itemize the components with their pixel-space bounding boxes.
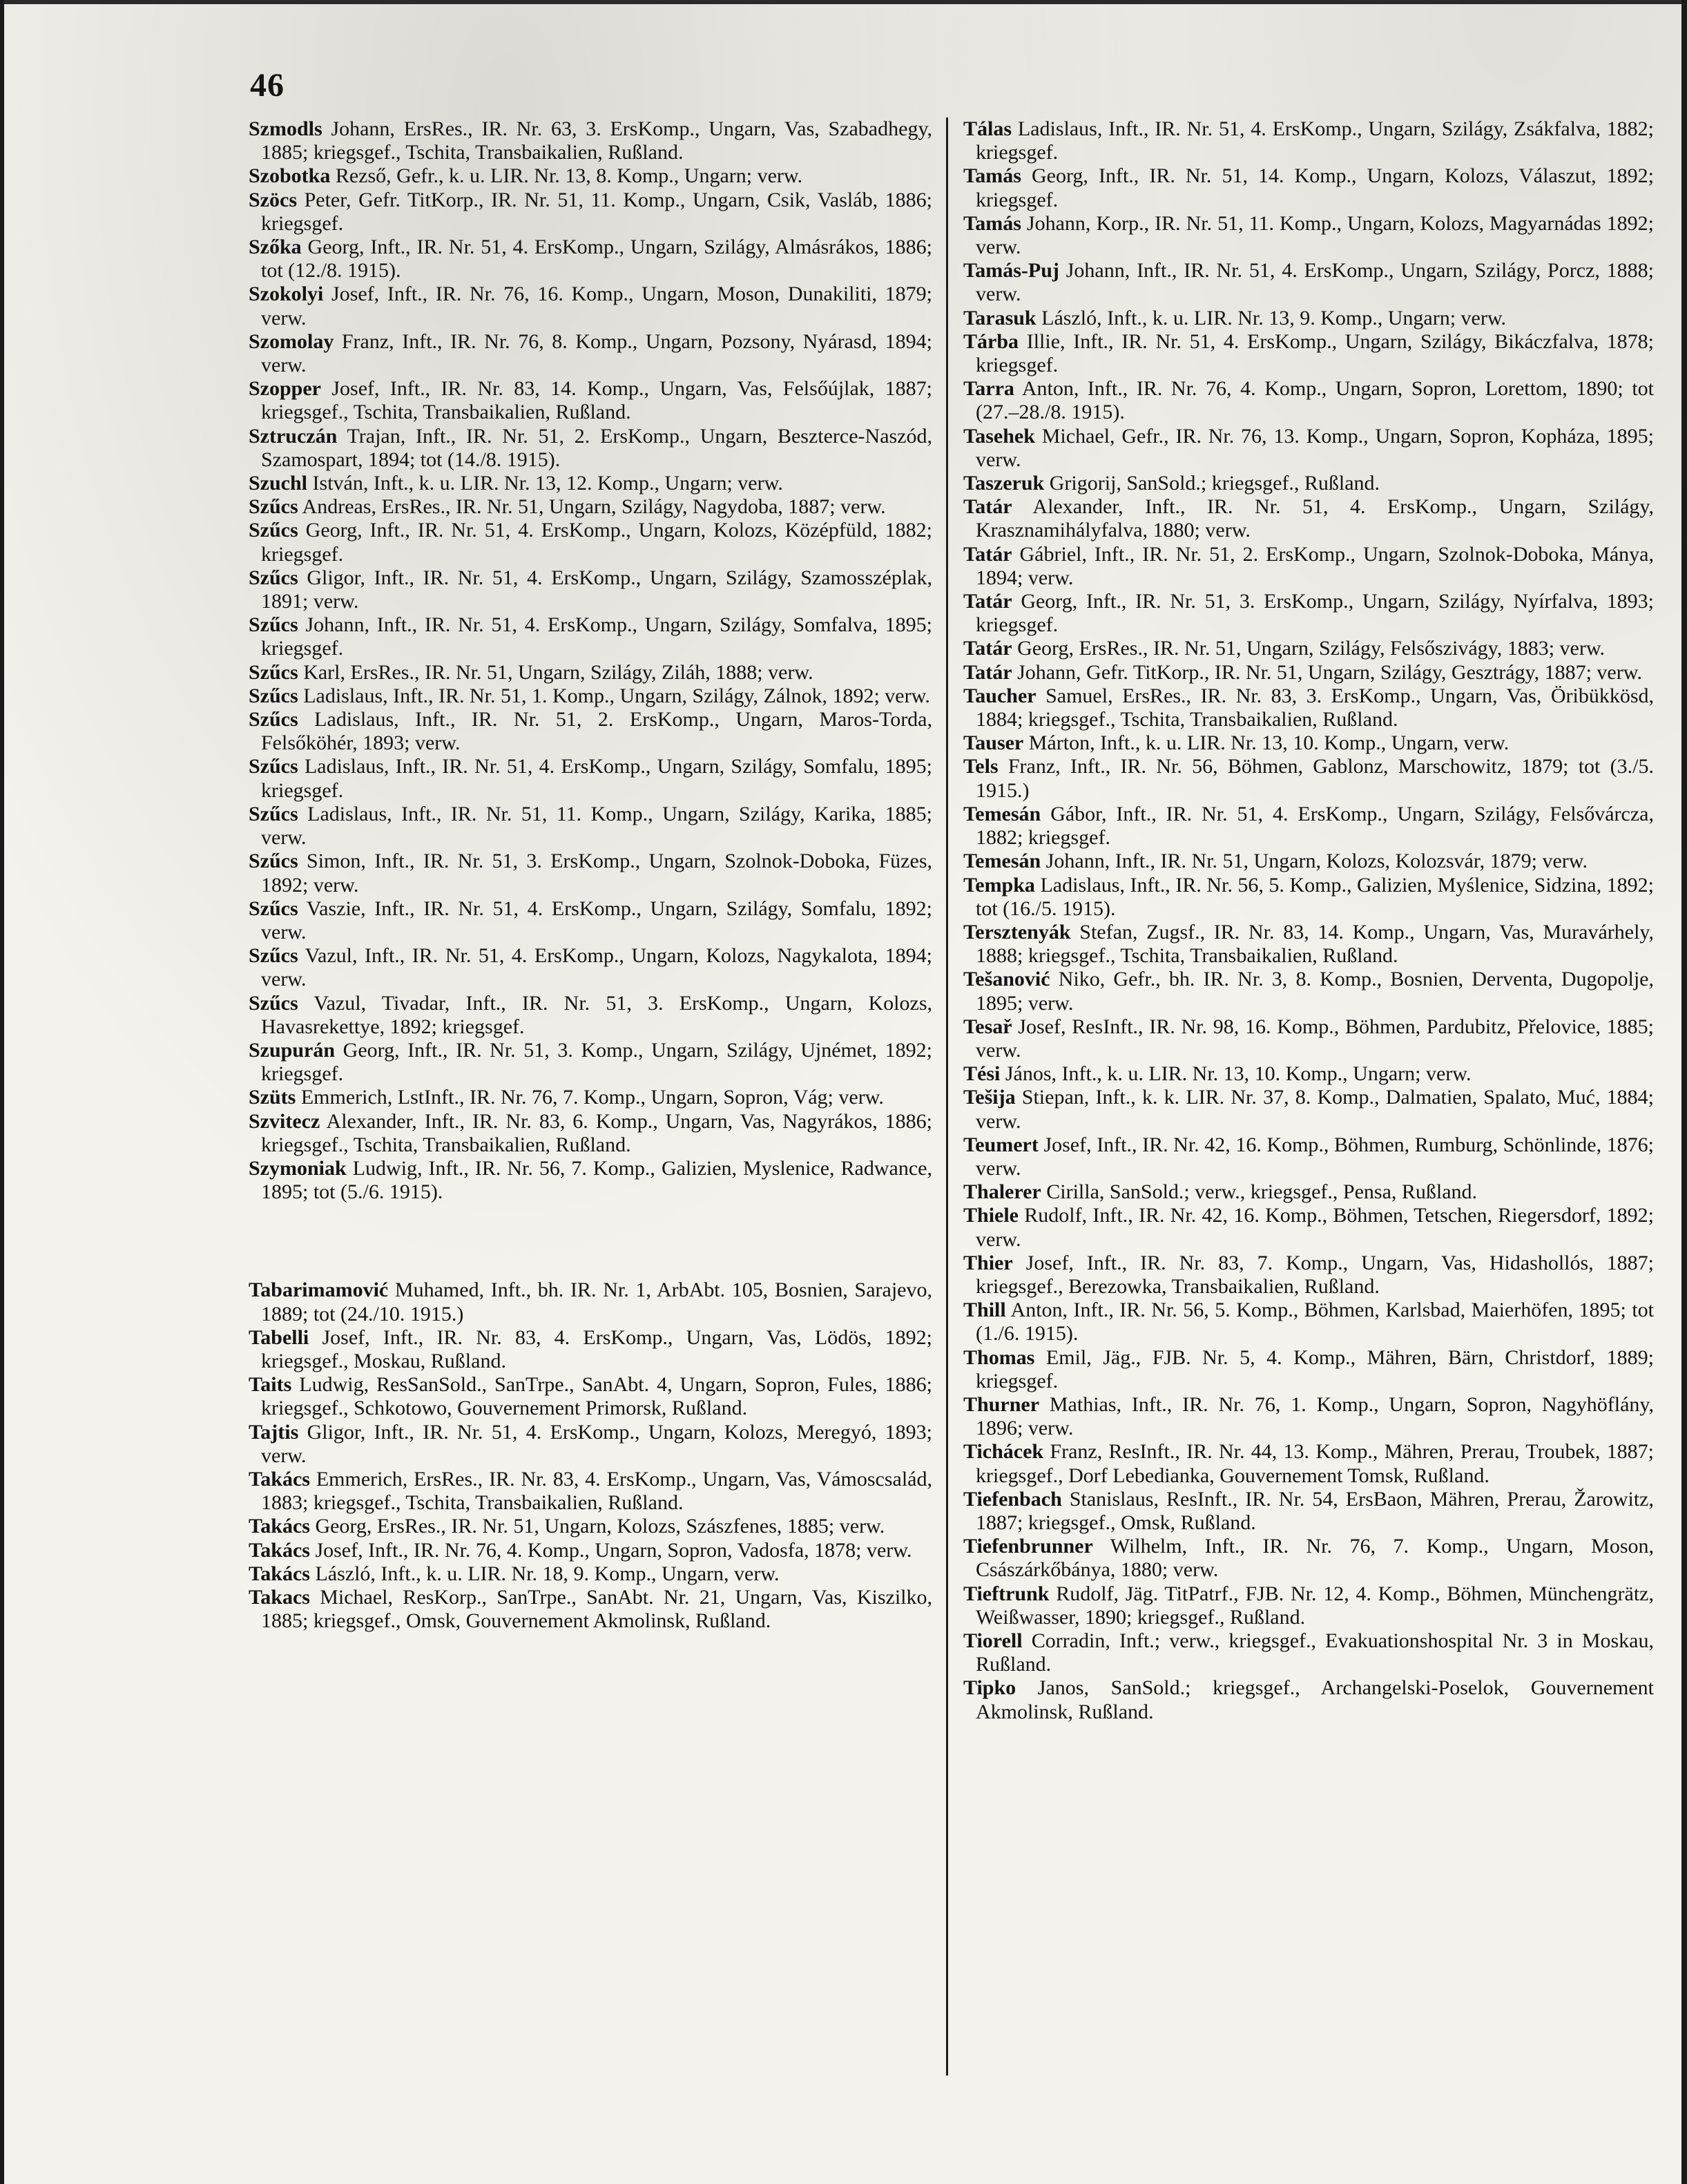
entry-details: Johann, Inft., IR. Nr. 51, 4. ErsKomp., Ungarn, Szilágy, Somfalva, 1895; kriegsgef. [261, 613, 932, 660]
entry-details: Corradin, Inft.; verw., kriegsgef., Evakuationshospital Nr. 3 in Moskau, Rußland. [976, 1629, 1654, 1676]
entry-details: Gábriel, Inft., IR. Nr. 51, 2. ErsKomp., Ungarn, Szolnok-Doboka, Mánya, 1894; verw. [976, 542, 1654, 589]
list-entry [963, 1393, 1654, 1440]
entry-surname: Szmodls [249, 117, 322, 140]
entry-details: Trajan, Inft., IR. Nr. 51, 2. ErsKomp., Ungarn, Beszterce-Naszód, Szamospart, 1894; tot (14./8. 1915). [261, 424, 932, 471]
entry-surname: Tichácek [963, 1440, 1044, 1464]
entry-details: Georg, Inft., IR. Nr. 51, 4. ErsKomp., Ungarn, Szilágy, Almásrákos, 1886; tot (12./8. 1915). [261, 236, 932, 282]
entry-details: Karl, ErsRes., IR. Nr. 51, Ungarn, Szilágy, Ziláh, 1888; verw. [298, 660, 813, 684]
entry-details: Michael, Gefr., IR. Nr. 76, 13. Komp., Ungarn, Sopron, Kopháza, 1895; verw. [976, 424, 1654, 471]
entry-details: Ladislaus, Inft., IR. Nr. 51, 4. ErsKomp., Ungarn, Szilágy, Zsákfalva, 1882; kriegsgef. [976, 117, 1654, 164]
list-entry [963, 1582, 1654, 1629]
list-entry [249, 495, 932, 519]
entry-details: Peter, Gefr. TitKorp., IR. Nr. 51, 11. Komp., Ungarn, Csik, Vasláb, 1886; kriegsgef. [261, 188, 932, 235]
list-entry [963, 117, 1654, 164]
entry-details: Josef, Inft., IR. Nr. 42, 16. Komp., Böhmen, Rumburg, Schönlinde, 1876; verw. [976, 1133, 1654, 1180]
entry-surname: Takács [249, 1538, 310, 1562]
entry-surname: Teumert [963, 1133, 1039, 1156]
entry-surname: Taucher [963, 684, 1037, 707]
entry-surname: Tieftrunk [963, 1582, 1050, 1605]
entry-details: János, Inft., k. u. LIR. Nr. 13, 10. Komp., Ungarn; verw. [1000, 1062, 1472, 1086]
list-entry [963, 661, 1654, 684]
entry-details: Georg, ErsRes., IR. Nr. 51, Ungarn, Szilágy, Felsőszivágy, 1883; verw. [1012, 637, 1606, 660]
entry-details: Simon, Inft., IR. Nr. 51, 3. ErsKomp., Ungarn, Szolnok-Doboka, Füzes, 1892; verw. [261, 850, 932, 897]
entry-surname: Tési [963, 1062, 1001, 1086]
entry-surname: Tatár [963, 495, 1012, 519]
entry-details: Gligor, Inft., IR. Nr. 51, 4. ErsKomp., Ungarn, Kolozs, Meregyó, 1893; verw. [261, 1420, 932, 1467]
list-entry [963, 850, 1654, 873]
entry-details: Georg, Inft., IR. Nr. 51, 14. Komp., Ungarn, Kolozs, Válaszut, 1892; kriegsgef. [976, 164, 1654, 211]
entry-surname: Szűcs [249, 850, 298, 873]
entry-details: Josef, Inft., IR. Nr. 83, 14. Komp., Ungarn, Vas, Felsőújlak, 1887; kriegsgef., Tschita, Transbaikalien, Rußland. [261, 377, 932, 424]
list-entry [963, 212, 1654, 259]
entry-details: Stanislaus, ResInft., IR. Nr. 54, ErsBaon, Mähren, Prerau, Žarowitz, 1887; kriegsgef., Omsk, Rußland. [976, 1487, 1654, 1534]
entry-details: Josef, Inft., IR. Nr. 76, 4. Komp., Ungarn, Sopron, Vadosfa, 1878; verw. [309, 1538, 912, 1562]
entry-surname: Szűcs [249, 755, 298, 778]
entry-surname: Szomolay [249, 329, 334, 353]
entry-details: Mathias, Inft., IR. Nr. 76, 1. Komp., Ungarn, Sopron, Nagyhöflány, 1896; verw. [976, 1392, 1654, 1440]
list-entry [249, 803, 932, 850]
entry-surname: Tersztenyák [963, 920, 1071, 943]
entry-details: Georg, Inft., IR. Nr. 51, 4. ErsKomp., Ungarn, Kolozs, Középfüld, 1882; kriegsgef. [261, 519, 932, 566]
list-entry [249, 944, 932, 991]
list-entry [963, 637, 1654, 660]
entry-surname: Tabelli [249, 1325, 309, 1349]
entry-surname: Thalerer [963, 1180, 1041, 1204]
list-entry [963, 425, 1654, 472]
list-entry [249, 1539, 932, 1562]
entry-details: Andreas, ErsRes., IR. Nr. 51, Ungarn, Szilágy, Nagydoba, 1887; verw. [298, 495, 886, 519]
list-entry [963, 307, 1654, 330]
list-entry [249, 708, 932, 755]
entry-surname: Tels [963, 755, 999, 778]
entry-surname: Tatár [963, 590, 1012, 613]
entry-details: Ladislaus, Inft., IR. Nr. 51, 1. Komp., Ungarn, Szilágy, Zálnok, 1892; verw. [298, 684, 930, 707]
list-entry [249, 897, 932, 944]
list-entry [963, 377, 1654, 424]
list-entry [249, 1086, 932, 1109]
list-entry [249, 1421, 932, 1468]
entry-surname: Szűcs [249, 566, 298, 589]
entry-details: Cirilla, SanSold.; verw., kriegsgef., Pensa, Rußland. [1041, 1180, 1478, 1204]
entry-surname: Takács [249, 1562, 310, 1585]
entry-surname: Szűcs [249, 613, 298, 637]
list-entry [963, 1488, 1654, 1535]
list-entry [963, 731, 1654, 755]
list-entry [249, 189, 932, 236]
scan-border-top [0, 0, 1687, 4]
entry-details: Stiepan, Inft., k. k. LIR. Nr. 37, 8. Komp., Dalmatien, Spalato, Muć, 1884; verw. [976, 1086, 1654, 1133]
entry-surname: Tárba [963, 329, 1019, 353]
entry-details: Rudolf, Jäg. TitPatrf., FJB. Nr. 12, 4. Komp., Böhmen, Münchengrätz, Weißwasser, 1890; kriegsgef., Rußland. [976, 1582, 1654, 1629]
left-column [249, 117, 932, 1633]
entry-details: Muhamed, Inft., bh. IR. Nr. 1, ArbAbt. 105, Bosnien, Sarajevo, 1889; tot (24./10. 1915.) [261, 1278, 932, 1325]
scan-border-right [1681, 0, 1687, 2184]
entry-surname: Takács [249, 1515, 310, 1538]
list-entry [249, 661, 932, 684]
list-entry [963, 259, 1654, 306]
list-entry [963, 684, 1654, 731]
entry-details: Alexander, Inft., IR. Nr. 83, 6. Komp., Ungarn, Vas, Nagyrákos, 1886; kriegsgef., Tschita, Transbaikalien, Rußland. [261, 1109, 932, 1156]
entry-surname: Szuchl [249, 472, 308, 495]
entry-surname: Tajtis [249, 1420, 299, 1444]
entry-surname: Tauser [963, 731, 1024, 755]
entry-surname: Thill [963, 1299, 1006, 1322]
entry-details: László, Inft., k. u. LIR. Nr. 18, 9. Komp., Ungarn, verw. [309, 1562, 780, 1585]
entry-surname: Thomas [963, 1345, 1035, 1369]
entry-surname: Szűcs [249, 660, 298, 684]
list-entry [963, 590, 1654, 637]
entry-details: Ladislaus, Inft., IR. Nr. 51, 4. ErsKomp., Ungarn, Szilágy, Somfalu, 1895; kriegsgef. [261, 755, 932, 802]
list-entry [963, 874, 1654, 921]
entry-details: Michael, ResKorp., SanTrpe., SanAbt. Nr. 21, Ungarn, Vas, Kiszilko, 1885; kriegsgef., Omsk, Gouvernement Akmolinsk, Rußland. [261, 1585, 932, 1633]
right-column [963, 117, 1654, 1724]
entry-details: Franz, Inft., IR. Nr. 76, 8. Komp., Ungarn, Pozsony, Nyárasd, 1894; verw. [261, 329, 932, 377]
list-entry [963, 1346, 1654, 1393]
entry-surname: Thurner [963, 1392, 1040, 1416]
entry-details: Josef, Inft., IR. Nr. 76, 16. Komp., Ungarn, Moson, Dunakiliti, 1879; verw. [261, 282, 932, 329]
list-entry [249, 1157, 932, 1204]
entry-details: Emmerich, ErsRes., IR. Nr. 83, 4. ErsKomp., Ungarn, Vas, Vámoscsalád, 1883; kriegsgef., Tschita, Transbaikalien, Rußland. [261, 1467, 932, 1515]
entry-surname: Tešanović [963, 968, 1050, 991]
entry-surname: Szűcs [249, 802, 298, 825]
entry-surname: Szűcs [249, 944, 298, 968]
entry-surname: Tatár [963, 542, 1012, 566]
entry-details: Wilhelm, Inft., IR. Nr. 76, 7. Komp., Ungarn, Moson, Császárkőbánya, 1880; verw. [976, 1535, 1654, 1582]
page-number: 46 [250, 67, 285, 104]
entry-details: Rezső, Gefr., k. u. LIR. Nr. 13, 8. Komp., Ungarn; verw. [330, 164, 803, 188]
entry-details: Niko, Gefr., bh. IR. Nr. 3, 8. Komp., Bosnien, Derventa, Dugopolje, 1895; verw. [976, 968, 1654, 1015]
entry-surname: Takacs [249, 1585, 310, 1609]
entry-surname: Szőka [249, 236, 302, 259]
list-entry [963, 472, 1654, 495]
entry-surname: Taits [249, 1373, 292, 1397]
list-entry [249, 1468, 932, 1515]
list-entry [963, 1204, 1654, 1251]
list-entry [963, 1133, 1654, 1180]
list-entry [249, 755, 932, 802]
entry-details: Gábor, Inft., IR. Nr. 51, 4. ErsKomp., Ungarn, Szilágy, Felsővárcza, 1882; kriegsgef. [976, 802, 1654, 850]
entry-details: Samuel, ErsRes., IR. Nr. 83, 3. ErsKomp., Ungarn, Vas, Öribükkösd, 1884; kriegsgef., Tschita, Transbaikalien, Rußland. [976, 684, 1654, 731]
list-entry [249, 519, 932, 566]
entry-surname: Szokolyi [249, 282, 324, 306]
entry-details: Márton, Inft., k. u. LIR. Nr. 13, 10. Komp., Ungarn, verw. [1023, 731, 1510, 755]
list-entry [963, 1086, 1654, 1133]
entry-surname: Szűcs [249, 708, 298, 731]
entry-surname: Tabarimamović [249, 1278, 389, 1302]
entry-details: Georg, Inft., IR. Nr. 51, 3. Komp., Ungarn, Szilágy, Ujnémet, 1892; kriegsgef. [261, 1038, 932, 1086]
entry-details: Anton, Inft., IR. Nr. 76, 4. Komp., Ungarn, Sopron, Lorettom, 1890; tot (27.–28./8. 1915). [976, 377, 1654, 424]
entry-surname: Tasehek [963, 424, 1035, 448]
entry-surname: Sztruczán [249, 424, 338, 448]
entry-details: Vazul, Tivadar, Inft., IR. Nr. 51, 3. ErsKomp., Ungarn, Kolozs, Havasrekettye, 1892; kriegsgef. [261, 991, 932, 1038]
entry-details: Janos, SanSold.; kriegsgef., Archangelski-Poselok, Gouvernement Akmolinsk, Rußland. [976, 1676, 1654, 1723]
entry-details: Ladislaus, Inft., IR. Nr. 51, 11. Komp., Ungarn, Szilágy, Karika, 1885; verw. [261, 802, 932, 850]
entry-surname: Tempka [963, 873, 1035, 897]
entry-details: Josef, Inft., IR. Nr. 83, 7. Komp., Ungarn, Vas, Hidashollós, 1887; kriegsgef., Berezowka, Transbaikalien, Rußland. [976, 1251, 1654, 1298]
entry-surname: Temesán [963, 802, 1041, 825]
list-entry [963, 1015, 1654, 1062]
list-entry [249, 1515, 932, 1538]
list-entry [249, 613, 932, 660]
list-entry [963, 1440, 1654, 1487]
list-entry [963, 921, 1654, 968]
list-entry [963, 803, 1654, 850]
entry-details: Georg, Inft., IR. Nr. 51, 3. ErsKomp., Ungarn, Szilágy, Nyírfalva, 1893; kriegsgef. [976, 590, 1654, 637]
entry-details: László, Inft., k. u. LIR. Nr. 13, 9. Komp., Ungarn; verw. [1036, 306, 1507, 329]
list-entry [249, 566, 932, 613]
entry-surname: Temesán [963, 850, 1041, 873]
entry-surname: Szűcs [249, 519, 298, 542]
entry-details: Franz, Inft., IR. Nr. 56, Böhmen, Gablonz, Marschowitz, 1879; tot (3./5. 1915.) [976, 755, 1654, 802]
list-entry [249, 425, 932, 472]
entry-surname: Szűcs [249, 684, 298, 707]
entry-details: Franz, ResInft., IR. Nr. 44, 13. Komp., Mähren, Prerau, Troubek, 1887; kriegsgef., Dorf Lebedianka, Gouvernement Tomsk, Rußland. [976, 1440, 1654, 1487]
list-entry [249, 1110, 932, 1157]
entry-surname: Szupurán [249, 1038, 336, 1062]
entry-surname: Tamás [963, 211, 1021, 235]
entry-details: Johann, Korp., IR. Nr. 51, 11. Komp., Ungarn, Kolozs, Magyarnádas 1892; verw. [976, 211, 1654, 259]
list-entry [963, 1180, 1654, 1204]
entry-surname: Tatár [963, 660, 1012, 684]
entry-surname: Szymoniak [249, 1156, 347, 1180]
entry-details: Stefan, Zugsf., IR. Nr. 83, 14. Komp., Ungarn, Vas, Muravárhely, 1888; kriegsgef., Tschita, Transbaikalien, Rußland. [976, 920, 1654, 968]
list-entry [249, 377, 932, 424]
entry-details: Grigorij, SanSold.; kriegsgef., Rußland. [1044, 472, 1380, 495]
entry-surname: Tamás-Puj [963, 259, 1059, 282]
entry-details: Ludwig, Inft., IR. Nr. 56, 7. Komp., Galizien, Myslenice, Radwance, 1895; tot (5./6. 1915). [261, 1156, 932, 1204]
entry-surname: Szűcs [249, 991, 298, 1015]
entry-surname: Thiele [963, 1204, 1019, 1227]
entry-details: Ludwig, ResSanSold., SanTrpe., SanAbt. 4, Ungarn, Sopron, Fules, 1886; kriegsgef., Schkotowo, Gouvernement Primorsk, Rußland. [261, 1373, 932, 1420]
list-entry [249, 472, 932, 495]
entry-surname: Takács [249, 1467, 310, 1491]
entry-details: Vazul, Inft., IR. Nr. 51, 4. ErsKomp., Ungarn, Kolozs, Nagykalota, 1894; verw. [261, 944, 932, 991]
entry-surname: Tesař [963, 1015, 1012, 1038]
entry-surname: Szöcs [249, 188, 297, 211]
entry-surname: Tiorell [963, 1629, 1023, 1652]
entry-details: Vaszie, Inft., IR. Nr. 51, 4. ErsKomp., Ungarn, Szilágy, Somfalu, 1892; verw. [261, 897, 932, 943]
list-entry [249, 1039, 932, 1086]
list-entry [249, 850, 932, 897]
entry-details: Gligor, Inft., IR. Nr. 51, 4. ErsKomp., Ungarn, Szilágy, Szamosszéplak, 1891; verw. [261, 566, 932, 613]
list-entry [249, 1586, 932, 1633]
entry-surname: Tarra [963, 377, 1014, 401]
entry-surname: Szűcs [249, 897, 298, 920]
entry-details: Rudolf, Inft., IR. Nr. 42, 16. Komp., Böhmen, Tetschen, Riegersdorf, 1892; verw. [976, 1204, 1654, 1251]
entry-details: Johann, Inft., IR. Nr. 51, 4. ErsKomp., Ungarn, Szilágy, Porcz, 1888; verw. [976, 259, 1654, 306]
list-entry [963, 1629, 1654, 1676]
list-entry [963, 1062, 1654, 1086]
entry-surname: Tiefenbach [963, 1487, 1062, 1511]
entry-details: Anton, Inft., IR. Nr. 56, 5. Komp., Böhmen, Karlsbad, Maierhöfen, 1895; tot (1./6. 1915). [976, 1299, 1654, 1345]
list-entry [249, 117, 932, 164]
list-entry [963, 1299, 1654, 1345]
list-entry [249, 164, 932, 188]
entry-details: Josef, Inft., IR. Nr. 83, 4. ErsKomp., Ungarn, Vas, Lödös, 1892; kriegsgef., Moskau, Rußland. [261, 1325, 932, 1372]
entry-surname: Tatár [963, 637, 1012, 660]
column-divider [946, 117, 948, 2076]
list-entry [249, 282, 932, 329]
list-entry [249, 1278, 932, 1325]
entry-details: Georg, ErsRes., IR. Nr. 51, Ungarn, Kolozs, Szászfenes, 1885; verw. [309, 1515, 885, 1538]
scan-border-left [0, 0, 4, 2184]
entry-surname: Tipko [963, 1676, 1016, 1700]
entry-surname: Szüts [249, 1086, 296, 1109]
entry-details: Alexander, Inft., IR. Nr. 51, 4. ErsKomp., Ungarn, Szilágy, Krasznamihályfalva, 1880; verw. [976, 495, 1654, 542]
entry-details: Ladislaus, Inft., IR. Nr. 56, 5. Komp., Galizien, Myślenice, Sidzina, 1892; tot (16./5. 1915). [976, 873, 1654, 920]
list-entry [249, 1326, 932, 1373]
entry-surname: Tešija [963, 1086, 1016, 1109]
list-entry [963, 164, 1654, 211]
entry-details: Emmerich, LstInft., IR. Nr. 76, 7. Komp., Ungarn, Sopron, Vág; verw. [296, 1086, 884, 1109]
list-entry [963, 755, 1654, 802]
entry-surname: Taszeruk [963, 472, 1045, 495]
entry-details: Illie, Inft., IR. Nr. 51, 4. ErsKomp., Ungarn, Szilágy, Bikáczfalva, 1878; kriegsgef. [976, 329, 1654, 377]
list-entry [249, 1373, 932, 1420]
entry-details: István, Inft., k. u. LIR. Nr. 13, 12. Komp., Ungarn; verw. [307, 472, 783, 495]
entry-surname: Szobotka [249, 164, 331, 188]
entry-surname: Tarasuk [963, 306, 1037, 329]
list-entry [249, 1562, 932, 1586]
list-entry [249, 684, 932, 708]
list-entry [963, 1676, 1654, 1723]
list-entry [249, 330, 932, 377]
entry-surname: Thier [963, 1251, 1013, 1274]
list-entry [963, 1535, 1654, 1582]
list-entry [963, 330, 1654, 377]
entry-details: Johann, ErsRes., IR. Nr. 63, 3. ErsKomp., Ungarn, Vas, Szabadhegy, 1885; kriegsgef., Tschita, Transbaikalien, Rußland. [261, 117, 932, 164]
list-entry [963, 543, 1654, 590]
entry-surname: Szvitecz [249, 1109, 320, 1133]
list-entry [963, 968, 1654, 1015]
entry-details: Josef, ResInft., IR. Nr. 98, 16. Komp., Böhmen, Pardubitz, Přelovice, 1885; verw. [976, 1015, 1654, 1062]
entry-surname: Tálas [963, 117, 1012, 140]
entry-surname: Tamás [963, 164, 1021, 188]
list-entry [249, 236, 932, 282]
list-entry [963, 495, 1654, 542]
entry-details: Ladislaus, Inft., IR. Nr. 51, 2. ErsKomp., Ungarn, Maros-Torda, Felsőköhér, 1893; verw. [261, 708, 932, 755]
entry-details: Johann, Inft., IR. Nr. 51, Ungarn, Kolozs, Kolozsvár, 1879; verw. [1041, 850, 1588, 873]
entry-surname: Szűcs [249, 495, 298, 519]
entry-details: Johann, Gefr. TitKorp., IR. Nr. 51, Ungarn, Szilágy, Gesztrágy, 1887; verw. [1012, 660, 1642, 684]
entry-surname: Szopper [249, 377, 321, 401]
entry-surname: Tiefenbrunner [963, 1535, 1093, 1558]
entry-details: Emil, Jäg., FJB. Nr. 5, 4. Komp., Mähren, Bärn, Christdorf, 1889; kriegsgef. [976, 1345, 1654, 1392]
list-entry [249, 992, 932, 1039]
list-entry [963, 1252, 1654, 1299]
